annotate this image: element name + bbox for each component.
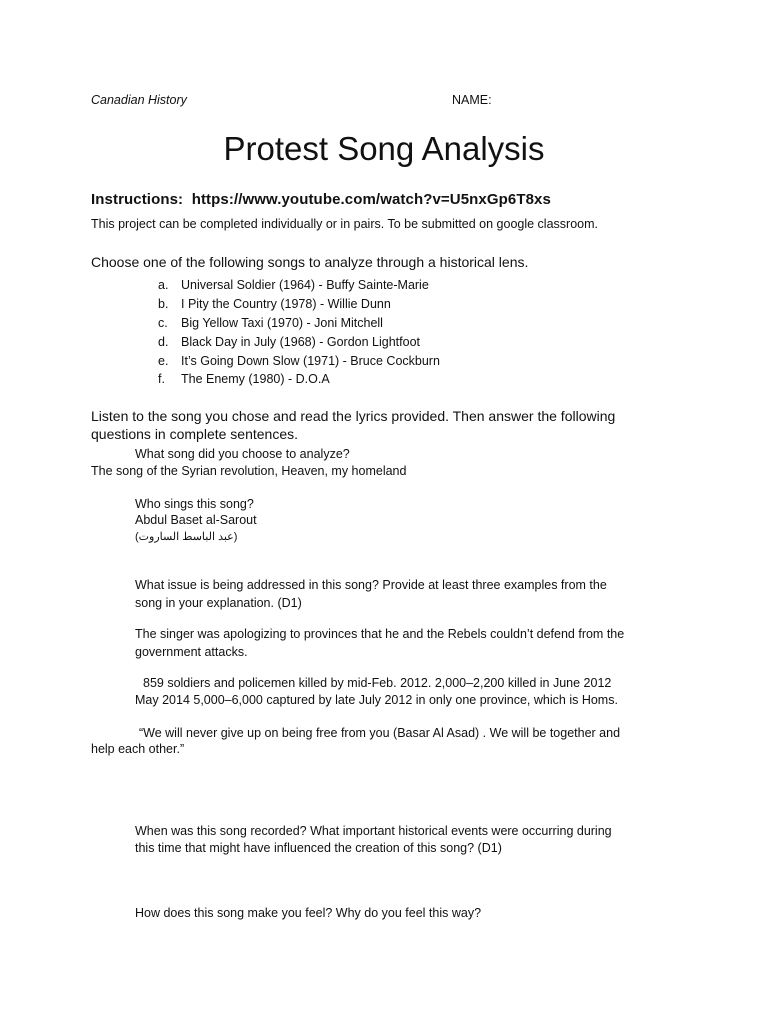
list-marker: e. [158,353,169,368]
question-3-line-1: What issue is being addressed in this song? Provide at least three examples from the [135,578,607,592]
answer-2-name: Abdul Baset al-Sarout [135,513,257,527]
question-4-line-1: When was this song recorded? What important historical events were occurring during [135,824,612,838]
list-marker: a. [158,278,169,292]
listen-line-1: Listen to the song you chose and read the lyrics provided. Then answer the following [91,408,616,424]
answer-3-para-2-line-1: 859 soldiers and policemen killed by mid-Feb. 2012. 2,000–2,200 killed in June 2012 [143,676,612,690]
song-list-item [158,295,440,314]
answer-3-quote-line-2: help each other.” [91,742,185,756]
question-2: Who sings this song? [135,497,254,511]
listen-line-2: questions in complete sentences. [91,426,299,442]
song-title: Black Day in July (1968) - Gordon Lightfoot [181,334,421,349]
answer-2-arabic-name: (عبد الباسط الساروت) [135,531,238,543]
song-title: The Enemy (1980) - D.O.A [181,372,330,387]
intro-text: This project can be completed individually or in pairs. To be submitted on google classroom. [91,217,598,231]
song-title: It’s Going Down Slow (1971) - Bruce Cockburn [181,353,440,368]
list-marker: b. [158,296,169,311]
answer-1: The song of the Syrian revolution, Heaven, my homeland [91,464,407,478]
instructions-label: Instructions: [91,191,184,208]
question-3-line-2: song in your explanation. (D1) [135,596,302,610]
answer-3-quote-line-1: “We will never give up on being free from you (Basar Al Asad) . We will be together and [139,726,621,740]
song-title: Universal Soldier (1964) - Buffy Sainte-Marie [181,278,429,292]
song-list-item [158,314,440,333]
song-list-item [158,333,440,352]
song-list [158,276,440,389]
song-title: Big Yellow Taxi (1970) - Joni Mitchell [181,315,383,330]
question-1: What song did you choose to analyze? [135,447,350,461]
instructions-line [91,191,551,208]
instructions-link[interactable]: https://www.youtube.com/watch?v=U5nxGp6T8xs [191,191,551,208]
list-marker: d. [158,334,169,349]
answer-3-para-1-line-1: The singer was apologizing to provinces that he and the Rebels couldn’t defend from the [135,627,625,641]
question-5: How does this song make you feel? Why do you feel this way? [135,906,482,920]
question-4-line-2: this time that might have influenced the creation of this song? (D1) [135,841,502,855]
list-marker: c. [158,315,168,330]
page-title: Protest Song Analysis [223,130,545,167]
course-label: Canadian History [91,93,187,107]
song-list-item [158,276,440,295]
answer-3-para-2-line-2: May 2014 5,000–6,000 captured by late July 2012 in only one province, which is Homs. [135,693,618,707]
choose-prompt: Choose one of the following songs to analyze through a historical lens. [91,254,529,270]
song-list-item [158,352,440,371]
name-label: NAME: [452,93,492,107]
song-list-item [158,370,440,389]
answer-3-para-1-line-2: government attacks. [135,645,248,659]
song-title: I Pity the Country (1978) - Willie Dunn [181,296,391,311]
list-marker: f. [158,372,165,387]
